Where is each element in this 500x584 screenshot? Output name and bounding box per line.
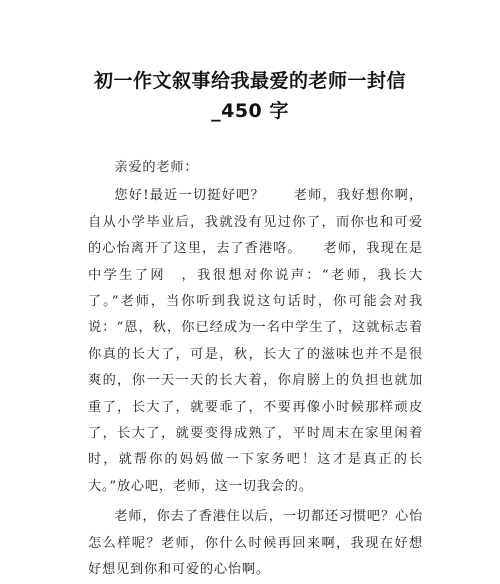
paragraph-2: 老师，你去了香港住以后，一切都还习惯吧？心怡怎么样呢？老师，你什么时候再回来啊，我现在好想好想见到你和可爱的心怡啊。 (88, 509, 423, 578)
title-line-1: 初一作文叙事给我最爱的老师一封信 (93, 70, 406, 92)
document-title (60, 66, 440, 126)
title-line-2: _450 字 (211, 100, 289, 122)
paragraph-1: 您好!最近一切挺好吧？ 老师，我好想你啊，自从小学毕业后，我就没有见过你了，而你也和可爱的心怡离开了这里，去了香港咯。 老师，我现在是中学生了网 ，我很想对你说声：“老师，我长大了。”老师，当你听到我说这句话时，你可能会对我说：“恩，秋，你已经成为一名中学生了，这就标志着你真的长大了，可是，秋，长大了的滋味也并不是很爽的，你一天一天的长大着，你肩膀上的负担也就加重了，长大了，就要乖了，不要再像小时候那样顽皮了，长大了，就要变得成熟了，平时周末在家里闲着时，就帮你的妈妈做一下家务吧！这才是真正的长大。”放心吧，老师，这一切我会的。 (88, 188, 423, 494)
letter-body (88, 155, 423, 584)
letter-greeting: 亲爱的老师： (114, 160, 199, 175)
